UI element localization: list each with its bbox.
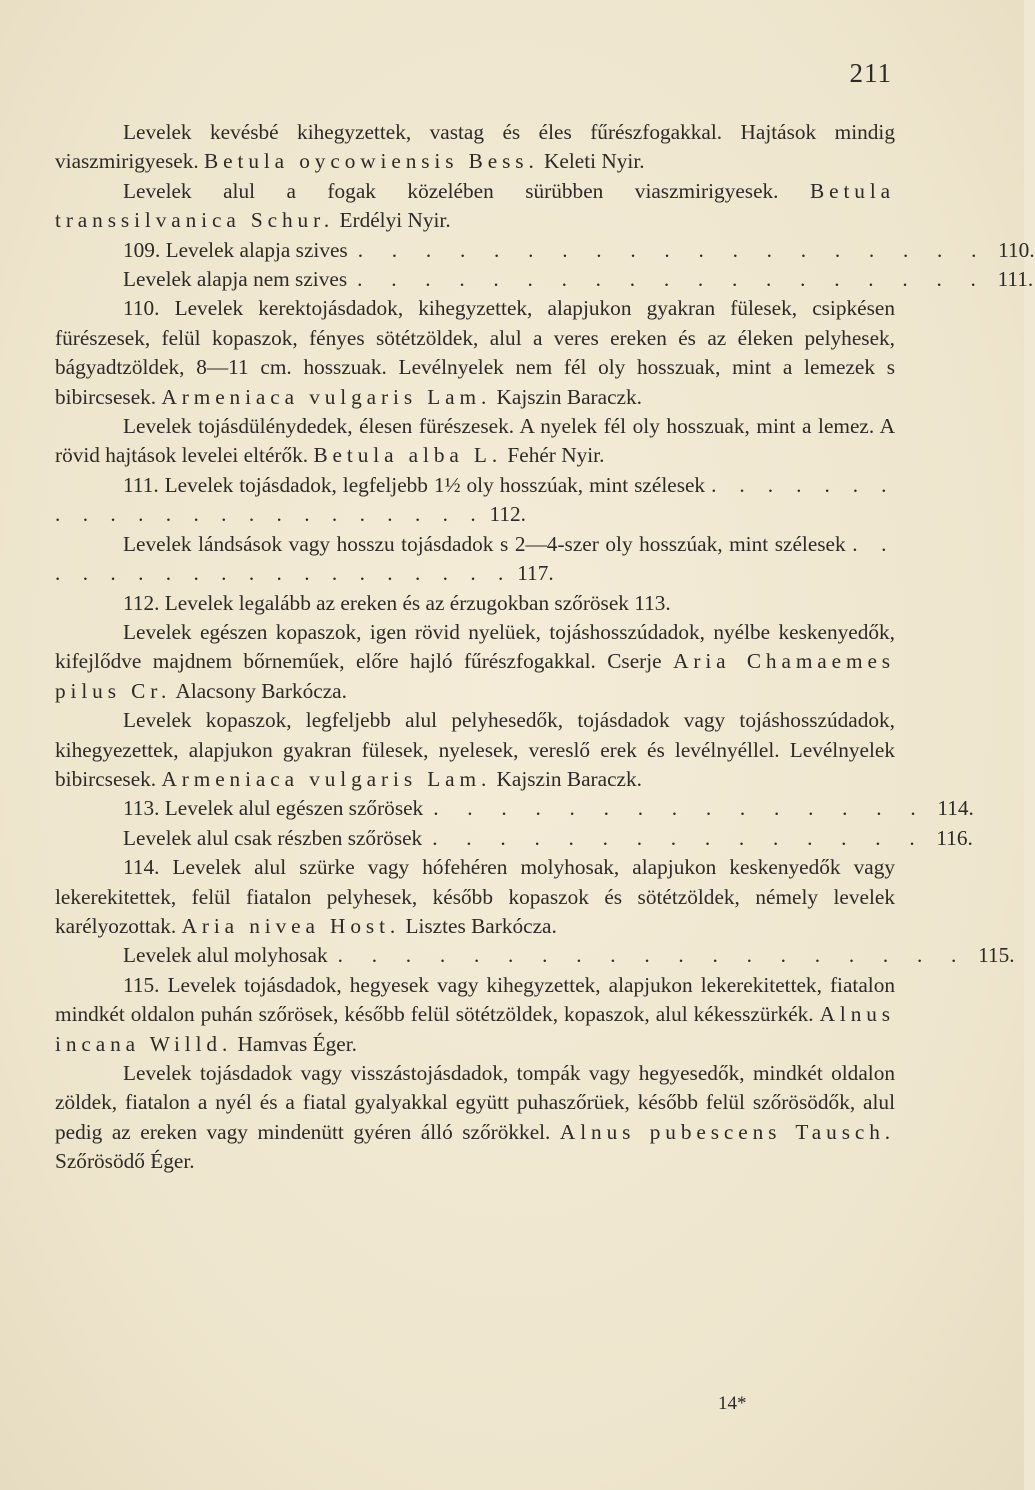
key-entry-text: 109. Levelek alapja szives <box>123 237 348 262</box>
key-reference: 111. <box>997 267 1034 292</box>
key-entry <box>55 236 1035 265</box>
species-name: Alnus incana Willd. <box>55 1002 895 1056</box>
common-name: Lisztes Barkócza. <box>405 913 557 938</box>
common-name: Fehér Nyir. <box>507 443 605 468</box>
key-reference: 114. <box>937 796 974 821</box>
description: Levelek kevésbé kihegyzettek, vastag és éles fűrészfogakkal. Hajtások mindig viaszmirigyesek. <box>55 120 895 174</box>
key-entry-text: Levelek alapja nem szives <box>123 267 348 292</box>
leader-dots: . . . . . . . . . . . . . . . . . . . . . . . <box>55 472 895 527</box>
key-entry <box>55 589 895 618</box>
key-text <box>55 118 1035 1177</box>
signature-mark: 14* <box>718 1393 747 1414</box>
description: Levelek kopaszok, legfeljebb alul pelyhesedők, tojásdadok vagy tojáshosszúdadok, kihegyezettek, alapjukon gyakran fülesek, nyelesek, vereslő erek és levélnyéllel. Levélnyelek bibircsesek. <box>55 708 895 791</box>
common-name: Erdélyi Nyir. <box>339 208 451 233</box>
species-name: Aria Chamaemes pilus Cr. <box>55 649 895 703</box>
key-reference: 113. <box>634 590 671 615</box>
leader-dots: . . . . . . . . . . . . . . . <box>432 825 927 850</box>
paragraph <box>55 1059 895 1177</box>
leader-dots: . . . . . . . . . . . . . . . . . . . <box>357 237 989 262</box>
key-reference: 116. <box>936 825 973 850</box>
species-name: Alnus pubescens Tausch. <box>559 1119 896 1144</box>
key-entry-text: Levelek alul csak részben szőrösek <box>123 825 423 850</box>
paragraph <box>55 118 895 177</box>
species-name: Aria nivea Host. <box>181 913 401 938</box>
key-entry <box>55 530 895 589</box>
leader-dots: . . . . . . . . . . . . . . . . . . . <box>357 267 988 292</box>
species-name: Armeniaca vulgaris Lam. <box>161 766 492 791</box>
species-name: Armeniaca vulgaris Lam. <box>161 384 492 409</box>
description: 115. Levelek tojásdadok, hegyesek vagy kihegyzettek, alapjukon lekerekitettek, fiatalon mindkét oldalon puhán szőrösek, később felül sötétzöldek, kopaszok, alul kékesszürkék. <box>55 972 895 1027</box>
description: 110. Levelek kerektojásdadok, kihegyzettek, alapjukon gyakran fülesek, csipkésen fürészesek, felül kopaszok, fényes sötétzöldek, alul a veres ereken és az éleken pelyhesek, bágyadtzöldek, 8—11 cm. hosszuak. Levélnyelek nem fél oly hosszuak, mint a lemezek s bibircsesek. <box>55 296 895 409</box>
common-name: Szőrösödő Éger. <box>55 1149 195 1174</box>
key-reference: 115. <box>978 943 1015 968</box>
common-name: Hamvas Éger. <box>237 1031 357 1056</box>
key-entry <box>55 794 974 823</box>
key-entry-text: Levelek lándsások vagy hosszu tojásdadok s 2—4-szer oly hosszúak, mint szélesek <box>123 531 846 556</box>
description: Levelek tojásdülénydedek, élesen fürészesek. A nyelek fél oly hosszuak, mint a lemez. A rövid hajtások levelei eltérők. <box>55 414 895 468</box>
leader-dots: . . . . . . . . . . . . . . . . . . . <box>337 943 969 968</box>
description: Levelek alul a fogak közelében sürübben viaszmirigyesek. <box>123 178 779 203</box>
paragraph <box>55 618 895 706</box>
key-entry-text: 111. Levelek tojásdadok, legfeljebb 1½ oly hosszúak, mint szélesek <box>123 472 706 497</box>
paragraph <box>55 177 895 236</box>
key-entry <box>55 941 1015 970</box>
key-entry-text: Levelek alul molyhosak <box>123 943 328 968</box>
description: 114. Levelek alul szürke vagy hófehéren molyhosak, alapjukon keskenyedők vagy lekerekitettek, felül fiatalon pelyhesek, később kopaszok és sötétzöldek, némely levelek karélyozottak. <box>55 855 895 938</box>
paragraph <box>55 294 895 412</box>
common-name: Keleti Nyir. <box>544 149 645 174</box>
key-reference: 110. <box>998 237 1035 262</box>
description: Levelek tojásdadok vagy visszástojásdadok, tompák vagy hegyesedők, mindkét oldalon zöldek, fiatalon a nyél és a fiatal gyalyakkal együtt puhaszőrüek, később felül szőrösödők, alul pedig az ereken vagy mindenütt gyéren álló szőrökkel. <box>55 1061 895 1144</box>
key-reference: 117. <box>517 561 554 586</box>
paragraph <box>55 412 895 471</box>
species-name: Betula oycowiensis Bess. <box>204 149 539 174</box>
common-name: Alacsony Barkócza. <box>175 678 347 703</box>
species-name: Betula alba L. <box>313 443 503 468</box>
key-entry-text: 113. Levelek alul egészen szőrösek <box>123 796 424 821</box>
key-entry-text: 112. Levelek legalább az ereken és az érzugokban szőrösek <box>123 590 629 615</box>
key-reference: 112. <box>489 502 526 527</box>
key-entry <box>55 265 1034 294</box>
paragraph <box>55 853 895 941</box>
key-entry <box>55 471 895 530</box>
leader-dots: . . . . . . . . . . . . . . . <box>433 796 928 821</box>
page-number: 211 <box>849 58 892 88</box>
paragraph <box>55 706 895 794</box>
paragraph <box>55 971 895 1059</box>
species-name: Betula transsilvanica Schur. <box>55 178 896 233</box>
description: Levelek egészen kopaszok, igen rövid nyelüek, tojáshosszúdadok, nyélbe keskenyedők, kifejlődve majdnem bőrneműek, előre hajló fűrészfogakkal. Cserje <box>55 619 895 674</box>
leader-dots: . . . . . . . . . . . . . . . . . . . <box>55 531 896 586</box>
common-name: Kajszin Baraczk. <box>496 766 642 791</box>
common-name: Kajszin Baraczk. <box>496 384 642 409</box>
key-entry <box>55 824 973 853</box>
